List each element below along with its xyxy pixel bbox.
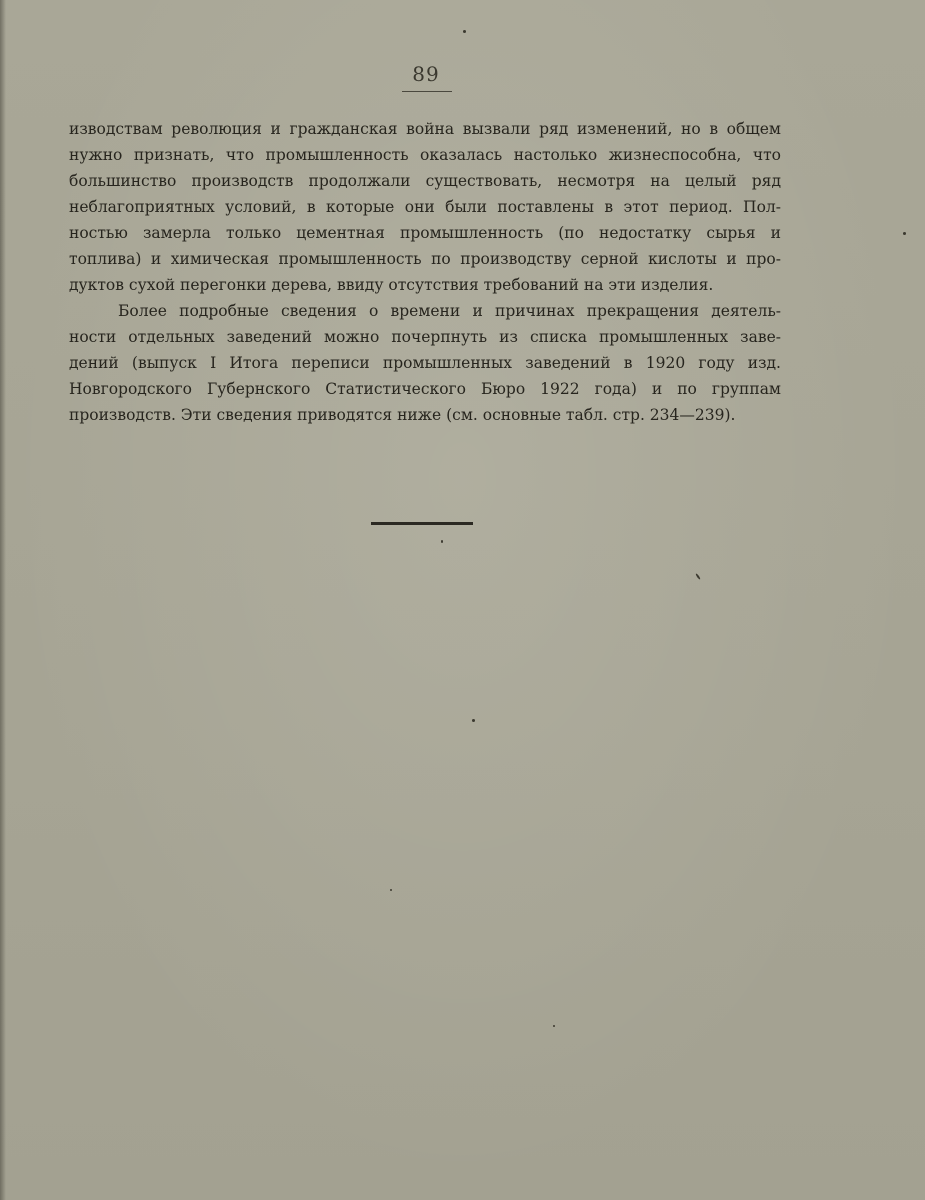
text-line: производств. Эти сведения приводятся ниже (см. основные табл. стр. 234—239). — [69, 406, 736, 424]
body-text — [69, 116, 781, 428]
text-line: ности отдельных заведений можно почерпнуть из списка промышленных заве- — [69, 328, 781, 346]
paper-speck — [472, 719, 475, 722]
page-edge-shadow — [0, 0, 6, 1200]
paper-speck — [695, 573, 701, 580]
page-number-underline — [402, 91, 452, 92]
paper-speck — [553, 1025, 555, 1027]
text-line: ностью замерла только цементная промышленность (по недостатку сырья и — [69, 224, 781, 242]
text-line: дуктов сухой перегонки дерева, ввиду отсутствия требований на эти изделия. — [69, 276, 714, 294]
section-end-rule — [371, 522, 473, 525]
text-line: Более подробные сведения о времени и причинах прекращения деятель- — [118, 302, 781, 320]
text-line: изводствам революция и гражданская война вызвали ряд изменений, но в общем — [69, 120, 781, 138]
text-line: неблагоприятных условий, в которые они были поставлены в этот период. Пол- — [69, 198, 781, 216]
text-line: большинство производств продолжали существовать, несмотря на целый ряд — [69, 172, 781, 190]
text-line: топлива) и химическая промышленность по производству серной кислоты и про- — [69, 250, 781, 268]
text-line: нужно признать, что промышленность оказалась настолько жизнеспособна, что — [69, 146, 781, 164]
paper-speck — [463, 30, 466, 33]
paper-speck — [903, 232, 906, 235]
page-number: 89 — [412, 62, 440, 86]
paper-speck — [441, 540, 443, 543]
paper-speck — [390, 889, 392, 891]
text-line: дений (выпуск I Итога переписи промышленных заведений в 1920 году изд. — [69, 354, 781, 372]
text-line: Новгородского Губернского Статистического Бюро 1922 года) и по группам — [69, 380, 781, 398]
